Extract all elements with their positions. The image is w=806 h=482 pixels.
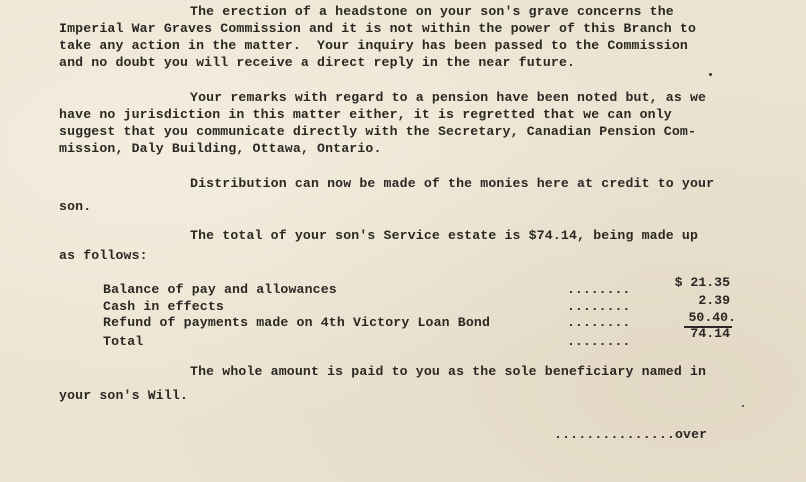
estate-item-label: Refund of payments made on 4th Victory Loan Bond (103, 315, 491, 330)
continued-over-marker: ...............over (554, 427, 708, 442)
paragraph-3-line-1: Distribution can now be made of the monies here at credit to your (190, 176, 715, 191)
paragraph-1-line-2: Imperial War Graves Commission and it is not within the power of this Branch to (59, 21, 697, 36)
paragraph-3-line-2: son. (59, 199, 92, 214)
paragraph-2-line-1: Your remarks with regard to a pension have been noted but, as we (190, 90, 707, 105)
estate-item-dots: ........ (567, 315, 631, 330)
paragraph-2-line-3: suggest that you communicate directly with the Secretary, Canadian Pension Com- (59, 124, 697, 139)
paper-speck (742, 405, 744, 407)
estate-item-amount: 50.40. (688, 310, 736, 325)
paper-speck (709, 73, 712, 76)
paragraph-1-line-4: and no doubt you will receive a direct reply in the near future. (59, 55, 576, 70)
paragraph-1-line-1: The erection of a headstone on your son's grave concerns the (190, 4, 674, 19)
paragraph-2-line-4: mission, Daly Building, Ottawa, Ontario. (59, 141, 382, 156)
estate-item-amount: 2.39 (698, 293, 730, 308)
paragraph-4-line-1: The total of your son's Service estate is $74.14, being made up (190, 228, 699, 243)
estate-item-dots: ........ (567, 334, 631, 349)
estate-item-amount: 74.14 (690, 326, 730, 341)
estate-item-amount: $ 21.35 (674, 275, 730, 290)
paragraph-2-line-2: have no jurisdiction in this matter either, it is regretted that we can only (59, 107, 672, 122)
estate-item-label: Total (103, 334, 144, 349)
paragraph-5-line-2: your son's Will. (59, 388, 189, 403)
paragraph-1-line-3: take any action in the matter. Your inquiry has been passed to the Commission (59, 38, 688, 53)
estate-item-label: Balance of pay and allowances (103, 282, 337, 297)
paragraph-5-line-1: The whole amount is paid to you as the sole beneficiary named in (190, 364, 707, 379)
estate-item-dots: ........ (567, 282, 631, 297)
estate-item-dots: ........ (567, 299, 631, 314)
estate-item-label: Cash in effects (103, 299, 224, 314)
paragraph-4-line-2: as follows: (59, 248, 148, 263)
